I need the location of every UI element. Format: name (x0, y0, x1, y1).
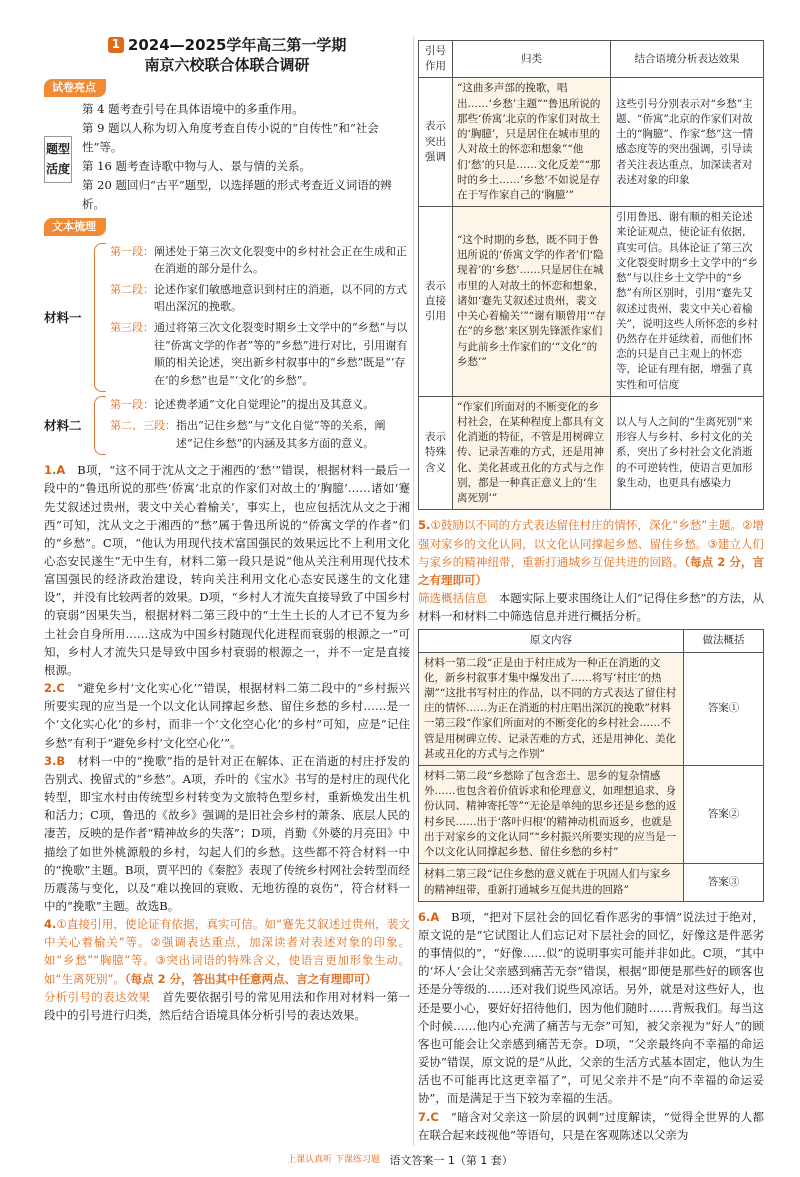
exam-title (44, 36, 410, 75)
design-tag: 试卷亮点 (44, 79, 106, 97)
t1-row-head: 表示直接引用 (419, 207, 453, 397)
q5-answer: ①鼓励以不同的方式表达留住村庄的情怀，深化“乡愁”主题。②增强对家乡的文化认同，以文化认同撑起乡愁、留住乡愁。③建立人们与家乡的精神纽带，重新打通城乡互促共进的回路。 (418, 518, 764, 569)
material2-label: 材料二 (44, 417, 82, 433)
material1-bracket (94, 243, 106, 393)
q4-number: 4. (44, 917, 57, 932)
summary-table (418, 629, 764, 902)
t2-row-source: 材料二第三段“记住乡愁的意义就在于巩固人们与家乡的精神纽带，重新打通城乡互促共进的回路” (419, 864, 684, 901)
answer-q5 (418, 516, 764, 625)
right-answers (418, 908, 764, 1144)
t2-header-source: 原文内容 (419, 630, 684, 652)
design-item-3: 第 20 题回归“古平”题型，以选择题的形式考查近义词语的辨析。 (82, 177, 392, 211)
material1-label: 材料一 (44, 309, 82, 325)
q4-method: 首先要依据引号的常见用法和作用对材料一第一段中的引号进行归类，然后结合语境具体分析引号的表达效果。 (44, 989, 411, 1022)
material2-bracket (94, 396, 106, 455)
answer-text: B项，“这不同于沈从文之于湘西的‘愁’”错误，根据材料一最后一段中的“鲁迅所说的那些‘侨寓’北京的作家们对故土的‘胸臆’……诸如‘蹇先艾叙述过贵州，裴文中关心着榆关’，事实上，也应包括沈从文之于湘西”可知，沈从文之于湘西的“愁”属于鲁迅所说的“侨寓文学的作者”们的“乡愁”。C项，“他认为用现代技术富国强民的效果远比不上利用文化心态安民遂生”无中生有，材料二第一段只是说“他从关注利用现代技术富国强民的经济政治建设，转向关注利用文化心态安民遂生的文化建设”，并没有比较两者的效果。D项，“乡村人才流失直接导致了中国乡村的衰弱”因果失当，根据材料二第三段中的“土生土长的人才已不复为乡土社会自身所用……这成为中国乡村随现代化进程而衰弱的根源之一”可知，乡村人才流失只是导致中国乡村衰弱的根源之一，并不一定是直接根源。 (44, 463, 410, 677)
t1-header-category: 归类 (453, 41, 611, 78)
t1-row (419, 78, 764, 207)
exam-title-line2: 南京六校联合体联合调研 (144, 55, 310, 74)
page-footer (0, 1153, 800, 1169)
answer-3-B (44, 752, 410, 915)
answer-number: 6.A (418, 909, 452, 924)
answer-number: 1.A (44, 463, 78, 478)
column-divider (413, 36, 414, 1146)
design-item-0: 第 4 题考查引号在具体语境中的多重作用。 (82, 101, 304, 116)
t2-row-answer: 答案② (684, 766, 764, 864)
q5-method: 本题实际上要求围绕让人们“记得住乡愁”的方法，从材料一和材料二中筛选信息并进行概括分析。 (418, 590, 765, 624)
q4-method-label: 分析引号的表达效果 (44, 989, 151, 1004)
footer-logo: 上课认真听 下课练习题 (287, 1155, 380, 1166)
q4-tip: （每点 2 分，答出其中任意两点、言之有理即可） (124, 971, 377, 986)
answer-7-C (418, 1108, 764, 1144)
t1-row (419, 207, 764, 397)
right-column (418, 40, 764, 1144)
t2-row (419, 652, 764, 766)
text-map-tag: 文本梳理 (44, 218, 106, 236)
material1-item-2 (110, 319, 410, 389)
answer-q4 (44, 915, 410, 1024)
left-column (44, 36, 410, 1024)
answer-text: “暗含对父亲这一阶层的讽刺”过度解读，“觉得全世界的人都在联合起来歧视他”等语句，只是在客观陈述以父亲为 (418, 1109, 764, 1142)
t1-row-effect: 引用鲁迅、谢有顺的相关论述来论证观点，使论证有依据，真实可信。具体论证了第三次文化裂变时期乡土文学中的“乡愁”与以往乡土文学中的“乡愁”有所区别时，引用“蹇先艾叙述过贵州，裴文中关心着榆关”，说明这些人所怀恋的乡村仍然存在并延续着，而他们怀恋的只是自己主观上的怀恋等，论证有理有据，增强了真实性和可信度 (611, 207, 764, 397)
answer-6-A (418, 908, 764, 1108)
material1-item-0 (110, 243, 410, 278)
t2-row (419, 864, 764, 901)
q5-method-label: 筛选概括信息 (418, 590, 488, 605)
material1-items (110, 243, 410, 393)
design-item-2: 第 16 题考查诗歌中物与人、景与情的关系。 (82, 158, 311, 173)
t2-row-source: 材料二第二段“乡愁除了包含恋土、思乡的复杂情感外……也包含着价值诉求和伦理意义，如理想追求、身份认同、精神寄托等”“无论是单纯的思乡还是乡愁的返村乡民……出于‘落叶归根’的精神动机而返乡，也就是出于对家乡的文化认同”“乡村振兴所要实现的应当是一个以文化认同撑起乡愁、留住乡愁的乡村” (419, 766, 684, 864)
t1-row (419, 396, 764, 510)
t2-row-source: 材料一第二段“正是由于村庄成为一种正在消逝的文化，新乡村叙事才集中爆发出了……将写‘村庄’的热潮”“这批书写村庄的作品，以不同的方式表达了留住村庄的情怀……为正在消逝的村庄唱出深沉的挽歌”材料一第三段“作家们所面对的不断变化的乡村社会……不管是用树碑立传、记录苦难的方式，还是用神化、美化甚或丑化的方式与之作别” (419, 652, 684, 766)
t2-row-answer: 答案① (684, 652, 764, 766)
footer-text: 语文答案一 1（第 1 套） (389, 1154, 513, 1167)
material2-item-label: 第二、三段： (110, 419, 176, 433)
material2-item-text: 指出“记住乡愁”与“文化自觉”等的关系，阐述“记住乡愁”的内涵及其多方面的意义。 (176, 419, 386, 450)
q5-tip: （每点 2 分，言之有理即可） (418, 554, 764, 587)
answer-text: B项，“把对下层社会的回忆看作恶劣的事情”说法过于绝对，原文说的是“它试图让人们忘记对下层社会的回忆，好像这是件恶劣的事情似的”，“好像……似”的说明事实可能并非如此。C项，“其中的‘坏人’会让父亲感到痛苦无奈”错误，根据“即便是那些好的顾客也还是分等级的……还对我们说些风凉话。另外，就是对这些好人，也还是要小心，要好好招待他们，因为他们随时……背叛我们。每当这个时候……他内心充满了痛苦与无奈”可知，被父亲视为“好人”的顾客也可能会让父亲感到痛苦无奈。D项，“父亲最终向不幸福的命运妥协”错误，原文说的是“从此，父亲的生活方式基本固定，他认为生活也不可能再比这更幸福了”，可见父亲并不是“向不幸福的命运妥协”，而是满足于当下较为幸福的生活。 (418, 909, 764, 1106)
answer-2-C (44, 679, 410, 752)
quote-function-table (418, 40, 764, 510)
exam-title-line1: 2024—2025学年高三第一学期 (127, 36, 347, 54)
left-answers (44, 461, 410, 915)
q5-number: 5. (418, 518, 431, 533)
material2-item-1 (110, 417, 410, 452)
material1-item-1 (110, 281, 410, 316)
material1-item-text: 通过将第三次文化裂变时期乡土文学中的“乡愁”与以往“侨寓文学的作者”等的“乡愁”进行对比，引用谢有顺的相关论述，突出新乡村叙事中的“乡愁”既是“‘存在’的乡愁”也是“‘文化’的乡愁”。 (154, 321, 408, 387)
t1-header-function: 引号作用 (419, 41, 453, 78)
text-map-material2 (44, 396, 410, 455)
t1-row-category: “作家们所面对的不断变化的乡村社会，在某种程度上都具有文化消逝的特征，不管是用树碑立传、记录苦难的方式，还是用神化、美化甚或丑化的方式与之作别，都是一种真正意义上的‘生离死别’” (453, 396, 611, 510)
material2-item-label: 第一段： (110, 398, 154, 412)
t2-row-answer: 答案③ (684, 864, 764, 901)
t1-row-category: “这个时期的乡愁，既不同于鲁迅所说的‘侨寓文学的作者’们‘隐现着’的‘乡愁’……只是居住在城市里的人对故土的怀恋和想象，诸如‘蹇先艾叙述过贵州，裴文中关心着榆关’”“谢有顺曾用‘“存在”的乡愁’来区别先锋派作家们与此前乡土作家们的‘“文化”的乡愁’” (453, 207, 611, 397)
material2-items (110, 396, 410, 455)
design-label: 题型活度 (44, 136, 72, 183)
answer-1-A (44, 461, 410, 679)
t1-row-head: 表示突出强调 (419, 78, 453, 207)
text-map-material1 (44, 243, 410, 393)
material1-item-text: 阐述处于第三次文化裂变中的乡村社会正在生成和正在消逝的部分是什么。 (154, 244, 407, 276)
q4-answer: ①直接引用，使论证有依据，真实可信。如“蹇先艾叙述过贵州，裴文中关心着榆关”等。②强调表达重点，加深读者对表述对象的印象。如“乡愁”“胸臆”等。③突出词语的特殊含义，使语言更加形象生动。如“生离死别”。 (44, 917, 410, 986)
material1-item-text: 论述作家们敏感地意识到村庄的消逝，以不同的方式唱出深沉的挽歌。 (154, 282, 407, 314)
answer-text: “避免乡村‘文化实心化’”错误，根据材料二第二段中的“乡村振兴所要实现的应当是一个以文化认同撑起乡愁、留住乡愁的乡村……是一个‘文化实心化’的乡村，而非一个‘文化空心化’的乡村”可知，应是“记住乡愁”有利于“避免乡村‘文化空心化’”。 (44, 681, 411, 750)
answer-number: 7.C (418, 1109, 451, 1124)
design-item-1: 第 9 题以人称为切入角度考查自传小说的“自传性”和“社会性”等。 (82, 120, 379, 154)
material2-item-0 (110, 396, 410, 414)
material1-item-label: 第一段： (110, 244, 154, 258)
design-items (72, 100, 410, 214)
design-box (44, 100, 410, 214)
t1-row-head: 表示特殊含义 (419, 396, 453, 510)
t2-row (419, 766, 764, 864)
answer-number: 2.C (44, 681, 77, 696)
material1-item-label: 第二段： (110, 282, 154, 296)
t1-row-category: “这曲多声部的挽歌，唱出……‘乡愁’主题”“鲁迅所说的那些‘侨寓’北京的作家们对故土的‘胸臆’，只是居住在城市里的人对故土的怀恋和想象”“他们‘愁’的只是……文化反差”“那时的乡土……‘乡愁’不如说是存在于写作家自己的‘胸臆’” (453, 78, 611, 207)
t1-row-effect: 这些引号分别表示对“乡愁”主题、“侨寓”北京的作家们对故土的“胸臆”、作家“愁”这一情感态度等的突出强调，引导读者关注表达重点，加深读者对表述对象的印象 (611, 78, 764, 207)
material2-item-text: 论述费孝通“文化自觉理论”的提出及其意义。 (154, 398, 375, 412)
answer-text: 材料一中的“挽歌”指的是针对正在解体、正在消逝的村庄抒发的告别式、挽留式的“乡愁”。A项，乔叶的《宝水》书写的是村庄的现代化转型，即宝水村由传统型乡村转变为文旅特色型乡村，重新焕发出生机和活力；C项，鲁迅的《故乡》强调的是旧社会乡村的萧条、底层人民的凄苦，反映的是作者“精神故乡的失落”；D项，肖勤《外婆的月亮田》中描绘了如世外桃源般的乡村，勾起人们的乡愁。这些都不符合材料一中的“挽歌”主题。B项，贾平凹的《秦腔》表现了传统乡村网社会转型而经历震荡与变化，以及“难以挽回的衰败、无地彷徨的哀伤”，符合材料一中的“挽歌”主题。故选B。 (44, 753, 410, 913)
answer-number: 3.B (44, 753, 78, 768)
t1-header-effect: 结合语境分析表达效果 (611, 41, 764, 78)
t1-row-effect: 以人与人之间的“生离死别”来形容人与乡村、乡村文化的关系，突出了乡村社会文化消逝的不可逆转性，使语言更加形象生动，也更具有感染力 (611, 396, 764, 510)
exam-number-badge: 1 (108, 37, 124, 53)
material1-item-label: 第三段： (110, 321, 154, 335)
t2-header-answer: 做法概括 (684, 630, 764, 652)
